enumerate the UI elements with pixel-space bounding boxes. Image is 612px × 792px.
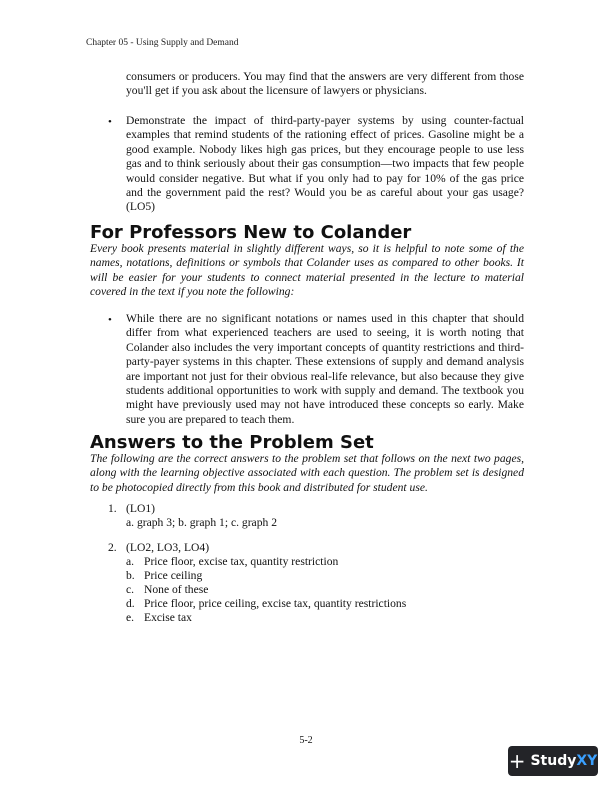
bullet-icon: • <box>108 116 112 128</box>
sub-answer-label: c. <box>126 583 135 596</box>
continuation-paragraph: consumers or producers. You may find that the answers are very different from those you'll get if you ask about the licensure of lawyers or physicians. <box>126 70 524 98</box>
plus-icon: + <box>508 749 526 773</box>
section-intro-professors: Every book presents material in slightly different ways, so it is helpful to note some of the names, notations, definitions or symbols that Colander uses as compared to other books. It will be easier for your students to connect material presented in the lecture to material covered in the text if you note the following: <box>90 242 524 299</box>
running-head: Chapter 05 - Using Supply and Demand <box>86 38 239 48</box>
answer-text: a. graph 3; b. graph 1; c. graph 2 <box>126 516 277 529</box>
sub-answer-text: Excise tax <box>144 611 192 624</box>
studyxy-logo[interactable] <box>508 746 598 776</box>
brand-name-main: Study <box>530 753 577 769</box>
page-number: 5-2 <box>299 735 313 746</box>
sub-answer-text: Price floor, excise tax, quantity restriction <box>144 555 339 568</box>
section-title-professors: For Professors New to Colander <box>90 222 412 243</box>
sub-answer-label: b. <box>126 569 135 582</box>
bullet-icon: • <box>108 314 112 326</box>
brand-name <box>530 753 597 769</box>
section-title-answers: Answers to the Problem Set <box>90 432 374 453</box>
answer-objective: (LO2, LO3, LO4) <box>126 541 210 554</box>
brand-name-accent: XY <box>576 753 598 769</box>
sub-answer-text: Price floor, price ceiling, excise tax, quantity restrictions <box>144 597 407 610</box>
bullet-third-party-payer: Demonstrate the impact of third-party-payer systems by using counter-factual examples that remind students of the rationing effect of prices. Gasoline might be a good example. Nobody likes high gas prices, but they encourage people to use less gas and to think seriously about their gas consumption—two impacts that few people would consider negative. But what if you only had to pay for 10% of the gas price and the government paid the rest? Would you be as careful about your gas usage? (LO5) <box>126 114 524 214</box>
sub-answer-text: None of these <box>144 583 209 596</box>
sub-answer-label: d. <box>126 597 135 610</box>
answer-objective: (LO1) <box>126 502 155 515</box>
answer-number: 1. <box>108 502 117 515</box>
sub-answer-label: a. <box>126 555 135 568</box>
sub-answer-label: e. <box>126 611 135 624</box>
bullet-notations: While there are no significant notations or names used in this chapter that should differ from what experienced teachers are used to seeing, it is worth noting that Colander also includes the very important concepts of quantity restrictions and third-party-payer systems in this chapter. These extensions of supply and demand analysis are important not just for their obvious real-life relevance, but also because they give students additional opportunities to work with supply and demand. The textbook you might have previously used may not have introduced these concepts so early. Make sure you are prepared to teach them. <box>126 312 524 426</box>
answer-number: 2. <box>108 541 117 554</box>
section-intro-answers: The following are the correct answers to the problem set that follows on the next two pages, along with the learning objective associated with each question. The problem set is designed to be photocopied directly from this book and distributed for student use. <box>90 452 524 494</box>
sub-answer-text: Price ceiling <box>144 569 203 582</box>
